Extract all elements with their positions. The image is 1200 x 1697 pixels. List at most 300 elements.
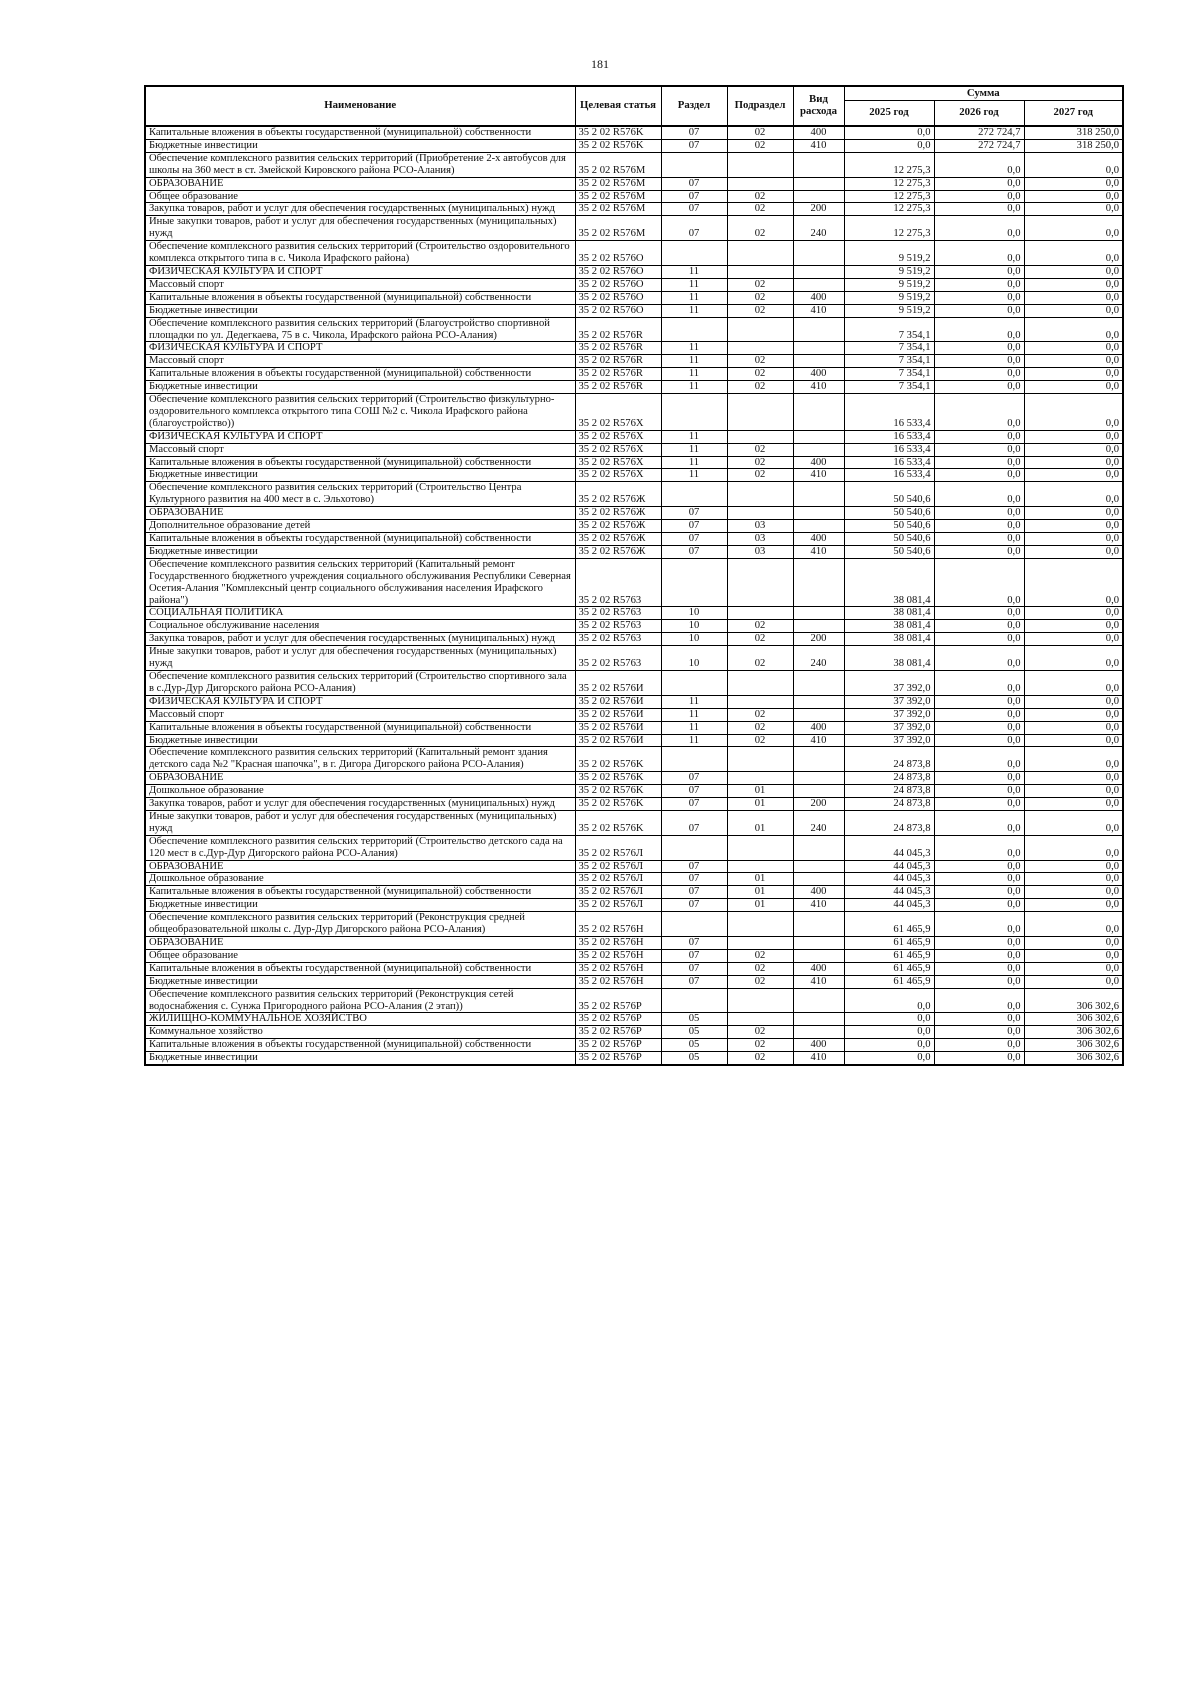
- row-section: 07: [661, 203, 727, 216]
- row-section: [661, 835, 727, 860]
- row-sum-2026: 0,0: [934, 886, 1024, 899]
- row-section: 11: [661, 342, 727, 355]
- row-sum-2026: 0,0: [934, 798, 1024, 811]
- row-section: 07: [661, 139, 727, 152]
- row-sum-2026: 0,0: [934, 533, 1024, 546]
- table-row: [145, 430, 1123, 443]
- row-name: ФИЗИЧЕСКАЯ КУЛЬТУРА И СПОРТ: [145, 695, 575, 708]
- row-name: Капитальные вложения в объекты государственной (муниципальной) собственности: [145, 962, 575, 975]
- row-target: 35 2 02 R576M: [575, 216, 661, 241]
- row-section: 11: [661, 708, 727, 721]
- row-sum-2025: 0,0: [844, 139, 934, 152]
- header-name: Наименование: [145, 86, 575, 126]
- row-sum-2025: 12 275,3: [844, 152, 934, 177]
- row-target: 35 2 02 R576Л: [575, 860, 661, 873]
- row-sum-2027: 0,0: [1024, 355, 1123, 368]
- row-expense-type: 410: [793, 545, 844, 558]
- row-expense-type: [793, 265, 844, 278]
- table-row: [145, 798, 1123, 811]
- row-sum-2025: 44 045,3: [844, 886, 934, 899]
- row-sum-2027: 0,0: [1024, 278, 1123, 291]
- row-target: 35 2 02 R5763: [575, 558, 661, 607]
- table-row: [145, 342, 1123, 355]
- row-name: Обеспечение комплексного развития сельских территорий (Благоустройство спортивной площадки по ул. Дедегкаева, 75 в с. Чикола, Ирафского района РСО-Алания): [145, 317, 575, 342]
- row-section: 07: [661, 949, 727, 962]
- row-section: 11: [661, 721, 727, 734]
- row-sum-2027: 0,0: [1024, 394, 1123, 431]
- row-subsection: 02: [727, 1026, 793, 1039]
- row-name: Капитальные вложения в объекты государственной (муниципальной) собственности: [145, 886, 575, 899]
- row-sum-2025: 12 275,3: [844, 216, 934, 241]
- row-section: 11: [661, 291, 727, 304]
- row-name: ФИЗИЧЕСКАЯ КУЛЬТУРА И СПОРТ: [145, 430, 575, 443]
- row-name: Дошкольное образование: [145, 785, 575, 798]
- header-sum: Сумма: [844, 86, 1123, 101]
- row-section: 07: [661, 798, 727, 811]
- row-sum-2026: 0,0: [934, 342, 1024, 355]
- row-subsection: [727, 430, 793, 443]
- row-sum-2026: 0,0: [934, 646, 1024, 671]
- row-target: 35 2 02 R576K: [575, 139, 661, 152]
- row-subsection: [727, 152, 793, 177]
- table-row: [145, 443, 1123, 456]
- row-subsection: 02: [727, 962, 793, 975]
- table-row: [145, 520, 1123, 533]
- row-sum-2025: 50 540,6: [844, 507, 934, 520]
- row-sum-2025: 37 392,0: [844, 695, 934, 708]
- row-name: Бюджетные инвестиции: [145, 381, 575, 394]
- table-row: [145, 810, 1123, 835]
- row-sum-2025: 0,0: [844, 1039, 934, 1052]
- row-name: ФИЗИЧЕСКАЯ КУЛЬТУРА И СПОРТ: [145, 342, 575, 355]
- row-sum-2025: 7 354,1: [844, 355, 934, 368]
- row-sum-2026: 0,0: [934, 607, 1024, 620]
- row-sum-2025: 12 275,3: [844, 190, 934, 203]
- table-row: [145, 633, 1123, 646]
- row-sum-2026: 0,0: [934, 291, 1024, 304]
- row-subsection: 02: [727, 646, 793, 671]
- table-row: [145, 785, 1123, 798]
- row-name: Закупка товаров, работ и услуг для обеспечения государственных (муниципальных) нужд: [145, 633, 575, 646]
- row-sum-2025: 61 465,9: [844, 912, 934, 937]
- row-target: 35 2 02 R576H: [575, 962, 661, 975]
- row-sum-2026: 0,0: [934, 216, 1024, 241]
- row-expense-type: [793, 695, 844, 708]
- row-name: Обеспечение комплексного развития сельских территорий (Реконструкция средней общеобразовательной школы с. Дур-Дур Дигорского района РСО-Алания): [145, 912, 575, 937]
- row-subsection: [727, 912, 793, 937]
- row-sum-2026: 0,0: [934, 203, 1024, 216]
- table-row: [145, 646, 1123, 671]
- table-row: [145, 1013, 1123, 1026]
- row-section: 11: [661, 355, 727, 368]
- row-sum-2027: 318 250,0: [1024, 126, 1123, 139]
- row-name: Обеспечение комплексного развития сельских территорий (Капитальный ремонт здания детского сада №2 "Красная шапочка", в г. Дигора Дигорского района РСО-Алания): [145, 747, 575, 772]
- row-sum-2027: 306 302,6: [1024, 1013, 1123, 1026]
- table-row: [145, 1026, 1123, 1039]
- row-target: 35 2 02 R576O: [575, 304, 661, 317]
- row-sum-2027: 0,0: [1024, 937, 1123, 950]
- row-sum-2026: 0,0: [934, 988, 1024, 1013]
- row-name: Массовый спорт: [145, 708, 575, 721]
- row-target: 35 2 02 R576P: [575, 1039, 661, 1052]
- row-target: 35 2 02 R576Ж: [575, 545, 661, 558]
- row-sum-2027: 0,0: [1024, 670, 1123, 695]
- row-name: Обеспечение комплексного развития сельских территорий (Строительство Центра Культурного развития на 400 мест в с. Эльхотово): [145, 482, 575, 507]
- row-sum-2026: 0,0: [934, 368, 1024, 381]
- row-sum-2027: 0,0: [1024, 899, 1123, 912]
- row-section: 07: [661, 190, 727, 203]
- row-expense-type: 400: [793, 721, 844, 734]
- row-name: Капитальные вложения в объекты государственной (муниципальной) собственности: [145, 721, 575, 734]
- row-section: [661, 394, 727, 431]
- row-section: 07: [661, 126, 727, 139]
- row-sum-2026: 272 724,7: [934, 126, 1024, 139]
- row-section: 05: [661, 1013, 727, 1026]
- row-sum-2025: 12 275,3: [844, 203, 934, 216]
- row-sum-2027: 0,0: [1024, 520, 1123, 533]
- row-expense-type: 400: [793, 533, 844, 546]
- row-expense-type: [793, 949, 844, 962]
- row-target: 35 2 02 R576X: [575, 456, 661, 469]
- row-target: 35 2 02 R576Л: [575, 899, 661, 912]
- row-expense-type: [793, 860, 844, 873]
- row-sum-2025: 44 045,3: [844, 860, 934, 873]
- row-subsection: 02: [727, 216, 793, 241]
- table-row: [145, 545, 1123, 558]
- row-target: 35 2 02 R576O: [575, 265, 661, 278]
- row-expense-type: [793, 835, 844, 860]
- row-section: 11: [661, 456, 727, 469]
- row-section: 07: [661, 937, 727, 950]
- row-sum-2027: 0,0: [1024, 607, 1123, 620]
- row-expense-type: 200: [793, 633, 844, 646]
- table-row: [145, 772, 1123, 785]
- row-subsection: [727, 265, 793, 278]
- row-sum-2026: 0,0: [934, 355, 1024, 368]
- row-section: [661, 747, 727, 772]
- row-section: 05: [661, 1052, 727, 1065]
- row-sum-2026: 0,0: [934, 443, 1024, 456]
- header-expense-type: Вид расхода: [793, 86, 844, 126]
- row-sum-2025: 16 533,4: [844, 430, 934, 443]
- row-subsection: 02: [727, 278, 793, 291]
- row-section: 11: [661, 265, 727, 278]
- row-sum-2026: 0,0: [934, 747, 1024, 772]
- row-section: 10: [661, 620, 727, 633]
- table-row: [145, 734, 1123, 747]
- page-number: 181: [591, 57, 609, 71]
- row-expense-type: [793, 912, 844, 937]
- row-sum-2027: 0,0: [1024, 912, 1123, 937]
- row-name: Капитальные вложения в объекты государственной (муниципальной) собственности: [145, 126, 575, 139]
- row-sum-2027: 0,0: [1024, 368, 1123, 381]
- row-target: 35 2 02 R576Ж: [575, 520, 661, 533]
- row-sum-2027: 0,0: [1024, 949, 1123, 962]
- row-sum-2025: 9 519,2: [844, 278, 934, 291]
- row-sum-2025: 7 354,1: [844, 381, 934, 394]
- row-expense-type: [793, 317, 844, 342]
- row-sum-2027: 0,0: [1024, 152, 1123, 177]
- row-subsection: 03: [727, 533, 793, 546]
- table-row: [145, 241, 1123, 266]
- row-section: 07: [661, 177, 727, 190]
- row-name: Бюджетные инвестиции: [145, 899, 575, 912]
- row-name: Капитальные вложения в объекты государственной (муниципальной) собственности: [145, 533, 575, 546]
- row-target: 35 2 02 R576H: [575, 912, 661, 937]
- row-target: 35 2 02 R576И: [575, 695, 661, 708]
- row-section: 11: [661, 443, 727, 456]
- row-expense-type: [793, 443, 844, 456]
- header-2025: 2025 год: [844, 101, 934, 127]
- row-target: 35 2 02 R576H: [575, 937, 661, 950]
- table-row: [145, 912, 1123, 937]
- row-expense-type: 400: [793, 126, 844, 139]
- header-subsection: Подраздел: [727, 86, 793, 126]
- row-sum-2027: 0,0: [1024, 533, 1123, 546]
- table-row: [145, 368, 1123, 381]
- row-subsection: [727, 482, 793, 507]
- row-expense-type: [793, 355, 844, 368]
- row-sum-2026: 0,0: [934, 190, 1024, 203]
- row-name: Обеспечение комплексного развития сельских территорий (Приобретение 2-х автобусов для школы на 360 мест в ст. Змейской Кировского района РСО-Алания): [145, 152, 575, 177]
- row-subsection: 01: [727, 873, 793, 886]
- row-subsection: 02: [727, 203, 793, 216]
- row-expense-type: 410: [793, 975, 844, 988]
- row-target: 35 2 02 R576И: [575, 708, 661, 721]
- row-sum-2026: 0,0: [934, 772, 1024, 785]
- row-section: 11: [661, 304, 727, 317]
- row-sum-2025: 7 354,1: [844, 317, 934, 342]
- row-sum-2025: 38 081,4: [844, 607, 934, 620]
- row-expense-type: 400: [793, 291, 844, 304]
- row-sum-2026: 0,0: [934, 899, 1024, 912]
- row-target: 35 2 02 R576K: [575, 126, 661, 139]
- row-name: Иные закупки товаров, работ и услуг для обеспечения государственных (муниципальных) нужд: [145, 810, 575, 835]
- row-sum-2025: 16 533,4: [844, 443, 934, 456]
- row-sum-2025: 38 081,4: [844, 620, 934, 633]
- row-section: [661, 241, 727, 266]
- row-section: 07: [661, 785, 727, 798]
- row-name: ОБРАЗОВАНИЕ: [145, 860, 575, 873]
- row-target: 35 2 02 R576O: [575, 241, 661, 266]
- row-sum-2025: 44 045,3: [844, 873, 934, 886]
- row-sum-2025: 0,0: [844, 1052, 934, 1065]
- row-target: 35 2 02 R576И: [575, 670, 661, 695]
- row-sum-2025: 0,0: [844, 1026, 934, 1039]
- row-name: Капитальные вложения в объекты государственной (муниципальной) собственности: [145, 368, 575, 381]
- row-sum-2027: 0,0: [1024, 216, 1123, 241]
- row-section: 07: [661, 975, 727, 988]
- row-subsection: [727, 607, 793, 620]
- budget-table: [144, 85, 1124, 1066]
- row-subsection: 02: [727, 620, 793, 633]
- row-sum-2025: 38 081,4: [844, 558, 934, 607]
- row-sum-2025: 12 275,3: [844, 177, 934, 190]
- table-row: [145, 469, 1123, 482]
- row-section: [661, 317, 727, 342]
- row-subsection: 02: [727, 708, 793, 721]
- row-name: Массовый спорт: [145, 355, 575, 368]
- row-name: ОБРАЗОВАНИЕ: [145, 177, 575, 190]
- row-expense-type: 400: [793, 368, 844, 381]
- row-target: 35 2 02 R576M: [575, 152, 661, 177]
- row-name: ОБРАЗОВАНИЕ: [145, 937, 575, 950]
- row-section: 11: [661, 734, 727, 747]
- row-sum-2027: 0,0: [1024, 443, 1123, 456]
- row-sum-2027: 0,0: [1024, 810, 1123, 835]
- row-subsection: 02: [727, 304, 793, 317]
- table-row: [145, 1039, 1123, 1052]
- row-sum-2027: 0,0: [1024, 469, 1123, 482]
- row-section: 10: [661, 633, 727, 646]
- row-subsection: 02: [727, 721, 793, 734]
- row-expense-type: [793, 558, 844, 607]
- row-sum-2026: 0,0: [934, 835, 1024, 860]
- table-row: [145, 708, 1123, 721]
- row-target: 35 2 02 R576M: [575, 203, 661, 216]
- row-section: 07: [661, 860, 727, 873]
- row-sum-2027: 0,0: [1024, 342, 1123, 355]
- row-name: Капитальные вложения в объекты государственной (муниципальной) собственности: [145, 456, 575, 469]
- row-sum-2025: 37 392,0: [844, 670, 934, 695]
- table-row: [145, 265, 1123, 278]
- row-section: [661, 558, 727, 607]
- row-sum-2027: 0,0: [1024, 190, 1123, 203]
- row-sum-2026: 0,0: [934, 381, 1024, 394]
- row-target: 35 2 02 R576K: [575, 785, 661, 798]
- row-sum-2025: 37 392,0: [844, 721, 934, 734]
- row-subsection: [727, 317, 793, 342]
- row-target: 35 2 02 R576И: [575, 721, 661, 734]
- table-row: [145, 394, 1123, 431]
- row-target: 35 2 02 R576H: [575, 975, 661, 988]
- row-sum-2027: 0,0: [1024, 860, 1123, 873]
- table-row: [145, 456, 1123, 469]
- row-section: 07: [661, 772, 727, 785]
- row-expense-type: [793, 747, 844, 772]
- row-section: 10: [661, 607, 727, 620]
- row-name: Бюджетные инвестиции: [145, 545, 575, 558]
- row-name: Иные закупки товаров, работ и услуг для обеспечения государственных (муниципальных) нужд: [145, 216, 575, 241]
- table-row: [145, 507, 1123, 520]
- row-expense-type: [793, 785, 844, 798]
- table-row: [145, 126, 1123, 139]
- row-expense-type: [793, 937, 844, 950]
- row-expense-type: [793, 873, 844, 886]
- row-subsection: [727, 1013, 793, 1026]
- row-subsection: [727, 177, 793, 190]
- row-sum-2027: 0,0: [1024, 265, 1123, 278]
- row-sum-2027: 306 302,6: [1024, 1052, 1123, 1065]
- row-expense-type: [793, 772, 844, 785]
- row-name: Бюджетные инвестиции: [145, 304, 575, 317]
- table-row: [145, 988, 1123, 1013]
- row-sum-2027: 0,0: [1024, 721, 1123, 734]
- row-target: 35 2 02 R576X: [575, 443, 661, 456]
- table-row: [145, 190, 1123, 203]
- row-target: 35 2 02 R576Л: [575, 835, 661, 860]
- row-sum-2027: 0,0: [1024, 291, 1123, 304]
- row-sum-2025: 50 540,6: [844, 520, 934, 533]
- row-subsection: 02: [727, 734, 793, 747]
- row-subsection: 02: [727, 469, 793, 482]
- row-sum-2026: 0,0: [934, 1013, 1024, 1026]
- row-sum-2026: 0,0: [934, 912, 1024, 937]
- row-section: 07: [661, 899, 727, 912]
- row-expense-type: 400: [793, 1039, 844, 1052]
- row-expense-type: [793, 152, 844, 177]
- table-row: [145, 695, 1123, 708]
- row-target: 35 2 02 R576K: [575, 747, 661, 772]
- row-target: 35 2 02 R576P: [575, 1013, 661, 1026]
- row-target: 35 2 02 R576P: [575, 1052, 661, 1065]
- row-sum-2026: 0,0: [934, 810, 1024, 835]
- row-expense-type: 410: [793, 899, 844, 912]
- row-section: 07: [661, 962, 727, 975]
- row-target: 35 2 02 R576K: [575, 772, 661, 785]
- row-sum-2026: 0,0: [934, 937, 1024, 950]
- row-expense-type: 400: [793, 962, 844, 975]
- row-sum-2026: 0,0: [934, 1052, 1024, 1065]
- row-subsection: 01: [727, 886, 793, 899]
- row-expense-type: 410: [793, 381, 844, 394]
- row-sum-2027: 0,0: [1024, 886, 1123, 899]
- row-sum-2025: 38 081,4: [844, 633, 934, 646]
- row-subsection: 02: [727, 139, 793, 152]
- row-sum-2025: 61 465,9: [844, 975, 934, 988]
- row-name: Бюджетные инвестиции: [145, 975, 575, 988]
- row-target: 35 2 02 R576Ж: [575, 482, 661, 507]
- row-target: 35 2 02 R576Ж: [575, 507, 661, 520]
- row-name: ЖИЛИЩНО-КОММУНАЛЬНОЕ ХОЗЯЙСТВО: [145, 1013, 575, 1026]
- row-sum-2026: 0,0: [934, 1026, 1024, 1039]
- row-section: 07: [661, 873, 727, 886]
- row-subsection: 02: [727, 1039, 793, 1052]
- row-name: Дошкольное образование: [145, 873, 575, 886]
- row-sum-2027: 0,0: [1024, 734, 1123, 747]
- row-expense-type: 410: [793, 469, 844, 482]
- row-sum-2026: 0,0: [934, 278, 1024, 291]
- row-section: 11: [661, 469, 727, 482]
- row-sum-2027: 0,0: [1024, 633, 1123, 646]
- row-target: 35 2 02 R576M: [575, 177, 661, 190]
- row-sum-2025: 61 465,9: [844, 962, 934, 975]
- table-row: [145, 278, 1123, 291]
- row-subsection: [727, 695, 793, 708]
- row-sum-2027: 318 250,0: [1024, 139, 1123, 152]
- row-subsection: 02: [727, 355, 793, 368]
- row-expense-type: [793, 670, 844, 695]
- row-expense-type: [793, 241, 844, 266]
- row-section: 07: [661, 545, 727, 558]
- row-subsection: 01: [727, 899, 793, 912]
- row-target: 35 2 02 R576X: [575, 430, 661, 443]
- row-sum-2026: 0,0: [934, 394, 1024, 431]
- row-sum-2027: 0,0: [1024, 507, 1123, 520]
- row-name: Обеспечение комплексного развития сельских территорий (Строительство детского сада на 120 мест в с.Дур-Дур Дигорского района РСО-Алания): [145, 835, 575, 860]
- row-sum-2026: 0,0: [934, 304, 1024, 317]
- row-sum-2026: 0,0: [934, 860, 1024, 873]
- row-sum-2026: 0,0: [934, 620, 1024, 633]
- row-sum-2025: 9 519,2: [844, 241, 934, 266]
- row-expense-type: [793, 1026, 844, 1039]
- table-row: [145, 152, 1123, 177]
- row-subsection: 01: [727, 785, 793, 798]
- row-name: Социальное обслуживание населения: [145, 620, 575, 633]
- table-row: [145, 721, 1123, 734]
- row-expense-type: [793, 177, 844, 190]
- row-name: Обеспечение комплексного развития сельских территорий (Капитальный ремонт Государственного бюджетного учреждения социального обслуживания Республики Северная Осетия-Алания "Комплексный центр социального обслуживания населения Ирафского района"): [145, 558, 575, 607]
